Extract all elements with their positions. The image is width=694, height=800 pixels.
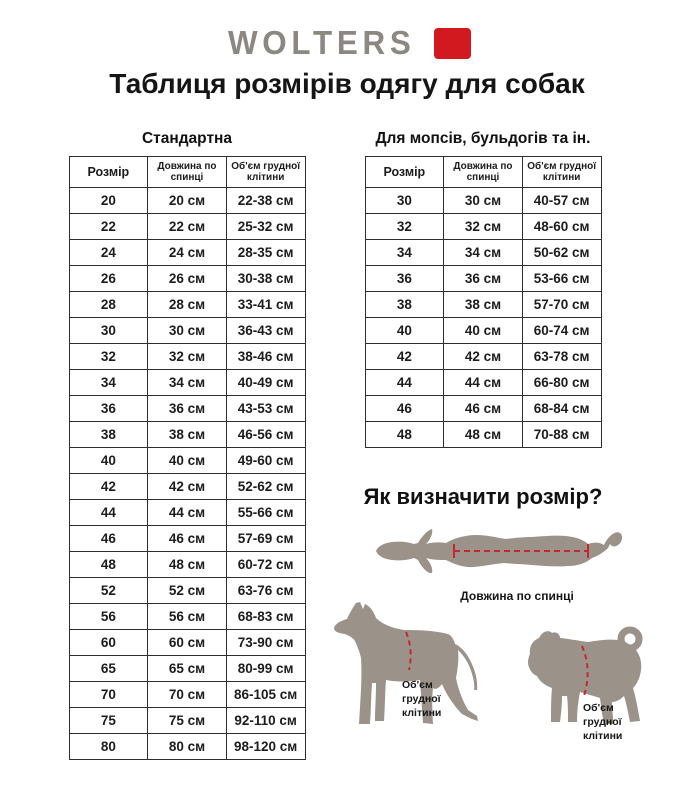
guide-heading: Як визначити розмір? — [363, 484, 603, 509]
table-cell: 33-41 см — [226, 292, 305, 318]
table-cell: 80-99 см — [226, 656, 305, 682]
table-cell: 63-76 см — [226, 578, 305, 604]
table-cell: 38 — [365, 292, 444, 318]
table-header — [69, 157, 305, 188]
table-cell: 49-60 см — [226, 448, 305, 474]
table-cell: 80 см — [148, 734, 227, 760]
table-cell: 63-78 см — [522, 344, 601, 370]
brand-logo — [0, 24, 694, 62]
table-header-row — [69, 157, 305, 188]
table-cell: 68-84 см — [522, 396, 601, 422]
table-cell: 56 см — [148, 604, 227, 630]
table-row — [69, 708, 305, 734]
table-row — [365, 240, 601, 266]
column-header-size: Розмір — [69, 157, 148, 188]
table-cell: 34 см — [148, 370, 227, 396]
table-row — [69, 682, 305, 708]
bulldog-table-heading: Для мопсів, бульдогів та ін. — [375, 130, 591, 147]
table-row — [69, 292, 305, 318]
table-header-row — [365, 157, 601, 188]
table-cell: 46 см — [444, 396, 523, 422]
table-cell: 22 — [69, 214, 148, 240]
table-row — [69, 552, 305, 578]
column-header-back-length: Довжина по спинці — [444, 157, 523, 188]
brand-red-square-icon — [434, 28, 471, 59]
table-cell: 60-74 см — [522, 318, 601, 344]
table-cell: 30 — [365, 188, 444, 214]
table-row — [69, 188, 305, 214]
dog-top-view-illustration — [374, 518, 626, 586]
table-cell: 34 — [365, 240, 444, 266]
table-cell: 26 — [69, 266, 148, 292]
table-row — [69, 370, 305, 396]
table-cell: 66-80 см — [522, 370, 601, 396]
table-row — [69, 318, 305, 344]
table-cell: 48 — [69, 552, 148, 578]
table-cell: 32 см — [444, 214, 523, 240]
table-cell: 22 см — [148, 214, 227, 240]
table-cell: 36 — [365, 266, 444, 292]
table-cell: 40 см — [148, 448, 227, 474]
column-header-chest-girth: Об'єм грудної клітини — [226, 157, 305, 188]
table-row — [69, 526, 305, 552]
table-row — [69, 630, 305, 656]
table-row — [365, 344, 601, 370]
bulldog-size-table — [365, 156, 602, 448]
table-row — [69, 344, 305, 370]
table-cell: 30 см — [444, 188, 523, 214]
standard-size-table — [69, 156, 306, 760]
table-cell: 36 см — [148, 396, 227, 422]
table-cell: 73-90 см — [226, 630, 305, 656]
brand-logo-text: WOLTERS — [228, 24, 416, 61]
table-cell: 68-83 см — [226, 604, 305, 630]
table-row — [365, 292, 601, 318]
table-row — [69, 474, 305, 500]
table-row — [365, 318, 601, 344]
table-cell: 46 — [365, 396, 444, 422]
table-cell: 57-70 см — [522, 292, 601, 318]
column-header-size: Розмір — [365, 157, 444, 188]
table-cell: 40 — [69, 448, 148, 474]
table-cell: 46-56 см — [226, 422, 305, 448]
table-cell: 38 см — [148, 422, 227, 448]
table-cell: 36 см — [444, 266, 523, 292]
table-header — [365, 157, 601, 188]
table-cell: 38-46 см — [226, 344, 305, 370]
table-cell: 42 см — [444, 344, 523, 370]
table-cell: 70 см — [148, 682, 227, 708]
table-cell: 44 — [69, 500, 148, 526]
column-header-back-length: Довжина по спинці — [148, 157, 227, 188]
table-cell: 60 см — [148, 630, 227, 656]
table-cell: 75 — [69, 708, 148, 734]
table-cell: 22-38 см — [226, 188, 305, 214]
table-cell: 36 — [69, 396, 148, 422]
page-title: Таблиця розмірів одягу для собак — [109, 68, 585, 99]
table-cell: 60 — [69, 630, 148, 656]
table-row — [365, 370, 601, 396]
table-row — [69, 604, 305, 630]
table-cell: 52-62 см — [226, 474, 305, 500]
table-cell: 44 — [365, 370, 444, 396]
table-cell: 30 см — [148, 318, 227, 344]
table-cell: 28 — [69, 292, 148, 318]
standard-table-heading: Стандартна — [141, 130, 233, 147]
table-cell: 70-88 см — [522, 422, 601, 448]
table-row — [69, 656, 305, 682]
table-cell: 34 см — [444, 240, 523, 266]
table-cell: 52 см — [148, 578, 227, 604]
table-body — [69, 188, 305, 760]
table-cell: 40-57 см — [522, 188, 601, 214]
table-cell: 42 — [365, 344, 444, 370]
column-header-chest-girth: Об'єм грудної клітини — [522, 157, 601, 188]
table-cell: 65 см — [148, 656, 227, 682]
table-cell: 38 см — [444, 292, 523, 318]
table-cell: 28-35 см — [226, 240, 305, 266]
table-cell: 42 — [69, 474, 148, 500]
table-cell: 75 см — [148, 708, 227, 734]
table-cell: 46 см — [148, 526, 227, 552]
chest-girth-label: Об'єм грудної клітини — [583, 702, 623, 743]
table-cell: 32 — [365, 214, 444, 240]
table-row — [365, 266, 601, 292]
table-cell: 70 — [69, 682, 148, 708]
table-cell: 48 см — [148, 552, 227, 578]
table-cell: 20 см — [148, 188, 227, 214]
table-cell: 24 — [69, 240, 148, 266]
table-cell: 92-110 см — [226, 708, 305, 734]
table-cell: 65 — [69, 656, 148, 682]
table-cell: 53-66 см — [522, 266, 601, 292]
standard-sizes-section — [56, 130, 318, 760]
table-cell: 30-38 см — [226, 266, 305, 292]
table-body — [365, 188, 601, 448]
table-cell: 34 — [69, 370, 148, 396]
table-cell: 32 см — [148, 344, 227, 370]
table-cell: 36-43 см — [226, 318, 305, 344]
table-cell: 28 см — [148, 292, 227, 318]
table-cell: 80 — [69, 734, 148, 760]
table-cell: 44 см — [444, 370, 523, 396]
table-cell: 44 см — [148, 500, 227, 526]
table-row — [69, 734, 305, 760]
bulldog-sizes-section — [352, 130, 614, 448]
table-cell: 48-60 см — [522, 214, 601, 240]
table-row — [365, 214, 601, 240]
table-row — [69, 240, 305, 266]
table-cell: 55-66 см — [226, 500, 305, 526]
table-cell: 20 — [69, 188, 148, 214]
table-cell: 57-69 см — [226, 526, 305, 552]
chest-girth-label: Об'єм грудної клітини — [402, 679, 442, 720]
table-row — [69, 578, 305, 604]
table-row — [69, 266, 305, 292]
table-cell: 52 — [69, 578, 148, 604]
table-cell: 56 — [69, 604, 148, 630]
table-cell: 48 см — [444, 422, 523, 448]
table-cell: 98-120 см — [226, 734, 305, 760]
table-cell: 40 — [365, 318, 444, 344]
back-length-label: Довжина по спинці — [460, 589, 574, 603]
table-cell: 46 — [69, 526, 148, 552]
table-cell: 86-105 см — [226, 682, 305, 708]
table-row — [69, 214, 305, 240]
table-row — [365, 396, 601, 422]
table-cell: 26 см — [148, 266, 227, 292]
table-cell: 40 см — [444, 318, 523, 344]
table-cell: 40-49 см — [226, 370, 305, 396]
table-cell: 50-62 см — [522, 240, 601, 266]
table-cell: 48 — [365, 422, 444, 448]
table-cell: 38 — [69, 422, 148, 448]
table-row — [69, 396, 305, 422]
table-cell: 30 — [69, 318, 148, 344]
table-row — [365, 422, 601, 448]
table-cell: 32 — [69, 344, 148, 370]
table-row — [69, 500, 305, 526]
table-cell: 42 см — [148, 474, 227, 500]
table-cell: 25-32 см — [226, 214, 305, 240]
table-cell: 43-53 см — [226, 396, 305, 422]
table-row — [365, 188, 601, 214]
table-row — [69, 448, 305, 474]
table-cell: 24 см — [148, 240, 227, 266]
table-row — [69, 422, 305, 448]
table-cell: 60-72 см — [226, 552, 305, 578]
